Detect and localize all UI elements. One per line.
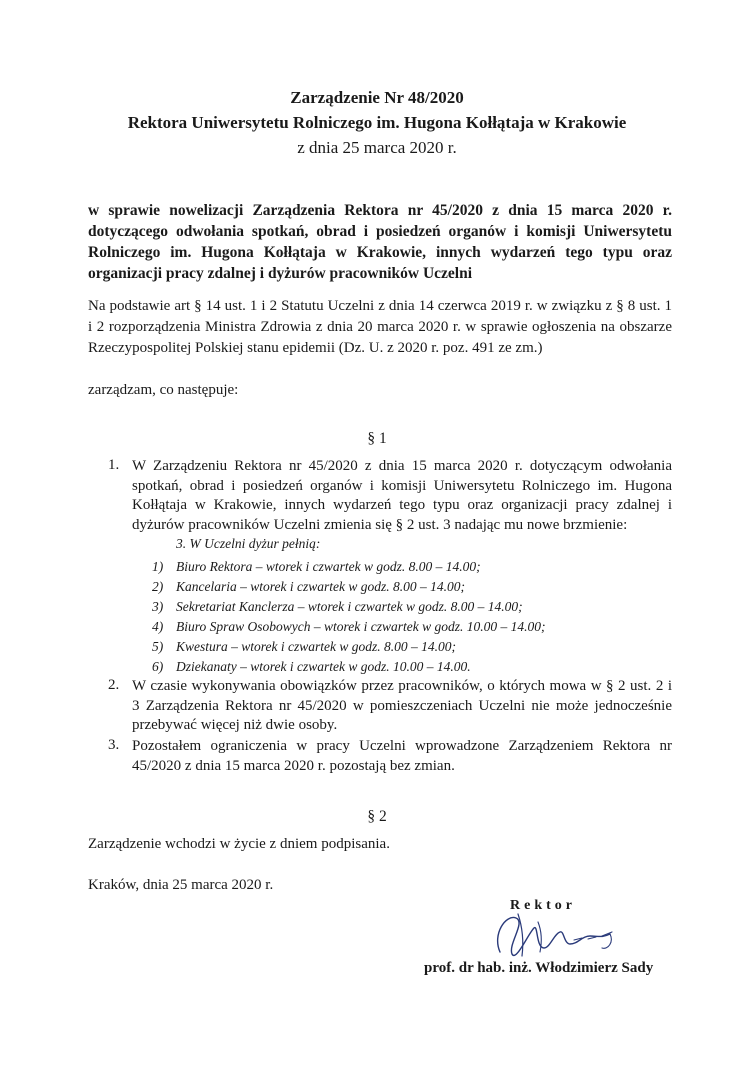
place-and-date: Kraków, dnia 25 marca 2020 r. [88,877,274,893]
issuer-line: Rektora Uniwersytetu Rolniczego im. Hugona Kołłątaja w Krakowie [127,113,627,132]
item-number: 1. [108,457,120,473]
duty-text: Dziekanaty – wtorek i czwartek w godz. 10.00 – 14.00. [176,659,471,674]
duty-number: 4) [152,619,164,634]
subject-paragraph: w sprawie nowelizacji Zarządzenia Rektora nr 45/2020 z dnia 15 marca 2020 r. dotyczącego odwołania spotkań, obrad i posiedzeń organów i komisji Uniwersytetu Rolniczego im. Hugona Kołłątaja w Krakowie, innych wydarzeń tego typu oraz organizacji pracy zdalnej i dyżurów pracowników Uczelni [88,202,672,282]
section-1-mark: § 1 [367,430,387,447]
item-text: W czasie wykonywania obowiązków przez pracowników, o których mowa w § 2 ust. 2 i 3 Zarządzenia Rektora nr 45/2020 w pomieszczeniach Uczelni nie może jednocześnie przebywać więcej niż dwie osoby. [132,678,672,733]
legal-basis-paragraph: Na podstawie art § 14 ust. 1 i 2 Statutu Uczelni z dnia 14 czerwca 2019 r. w związku z § 8 ust. 1 i 2 rozporządzenia Ministra Zdrowia z dnia 20 marca 2020 r. w sprawie ogłoszenia na obszarze Rzeczypospolitej Polskiej stanu epidemii (Dz. U. z 2020 r. poz. 491 ze zm.) [88,298,672,356]
duty-text: Kwestura – wtorek i czwartek w godz. 8.00 – 14.00; [176,639,456,654]
duty-text: Biuro Rektora – wtorek i czwartek w godz. 8.00 – 14.00; [176,559,481,574]
duty-text: Kancelaria – wtorek i czwartek w godz. 8.00 – 14.00; [176,579,465,594]
duty-text: Sekretariat Kanclerza – wtorek i czwartek w godz. 8.00 – 14.00; [176,599,523,614]
duty-number: 1) [152,559,164,574]
signatory-name: prof. dr hab. inż. Włodzimierz Sady [424,960,654,976]
section-2-mark: § 2 [367,808,387,825]
item-number: 3. [108,737,120,753]
issue-date: z dnia 25 marca 2020 r. [297,138,457,157]
item-text: W Zarządzeniu Rektora nr 45/2020 z dnia 15 marca 2020 r. dotyczącym odwołania spotkań, obrad i posiedzeń organów i komisji Uniwersytetu Rolniczego im. Hugona Kołłątaja w Krakowie, innych wydarzeń tego typu oraz organizacji pracy zdalnej i dyżurów pracowników Uczelni zmienia się § 2 ust. 3 nadając mu nowe brzmienie: [132,458,672,533]
amendment-intro: 3. W Uczelni dyżur pełnią: [176,536,321,551]
signature-role: Rektor [510,898,576,913]
decree-intro: zarządzam, co następuje: [88,382,239,398]
item-number: 2. [108,677,120,693]
item-text: Pozostałem ograniczenia w pracy Uczelni wprowadzone Zarządzeniem Rektora nr 45/2020 z dnia 15 marca 2020 r. pozostają bez zmian. [132,738,672,774]
duty-number: 2) [152,579,164,594]
duty-text: Biuro Spraw Osobowych – wtorek i czwartek w godz. 10.00 – 14.00; [176,619,546,634]
document-title: Zarządzenie Nr 48/2020 [290,88,464,107]
duty-number: 6) [152,659,164,674]
duty-number: 3) [152,599,164,614]
handwritten-signature [478,904,628,966]
duty-number: 5) [152,639,164,654]
section-2-text: Zarządzenie wchodzi w życie z dniem podpisania. [88,836,390,852]
